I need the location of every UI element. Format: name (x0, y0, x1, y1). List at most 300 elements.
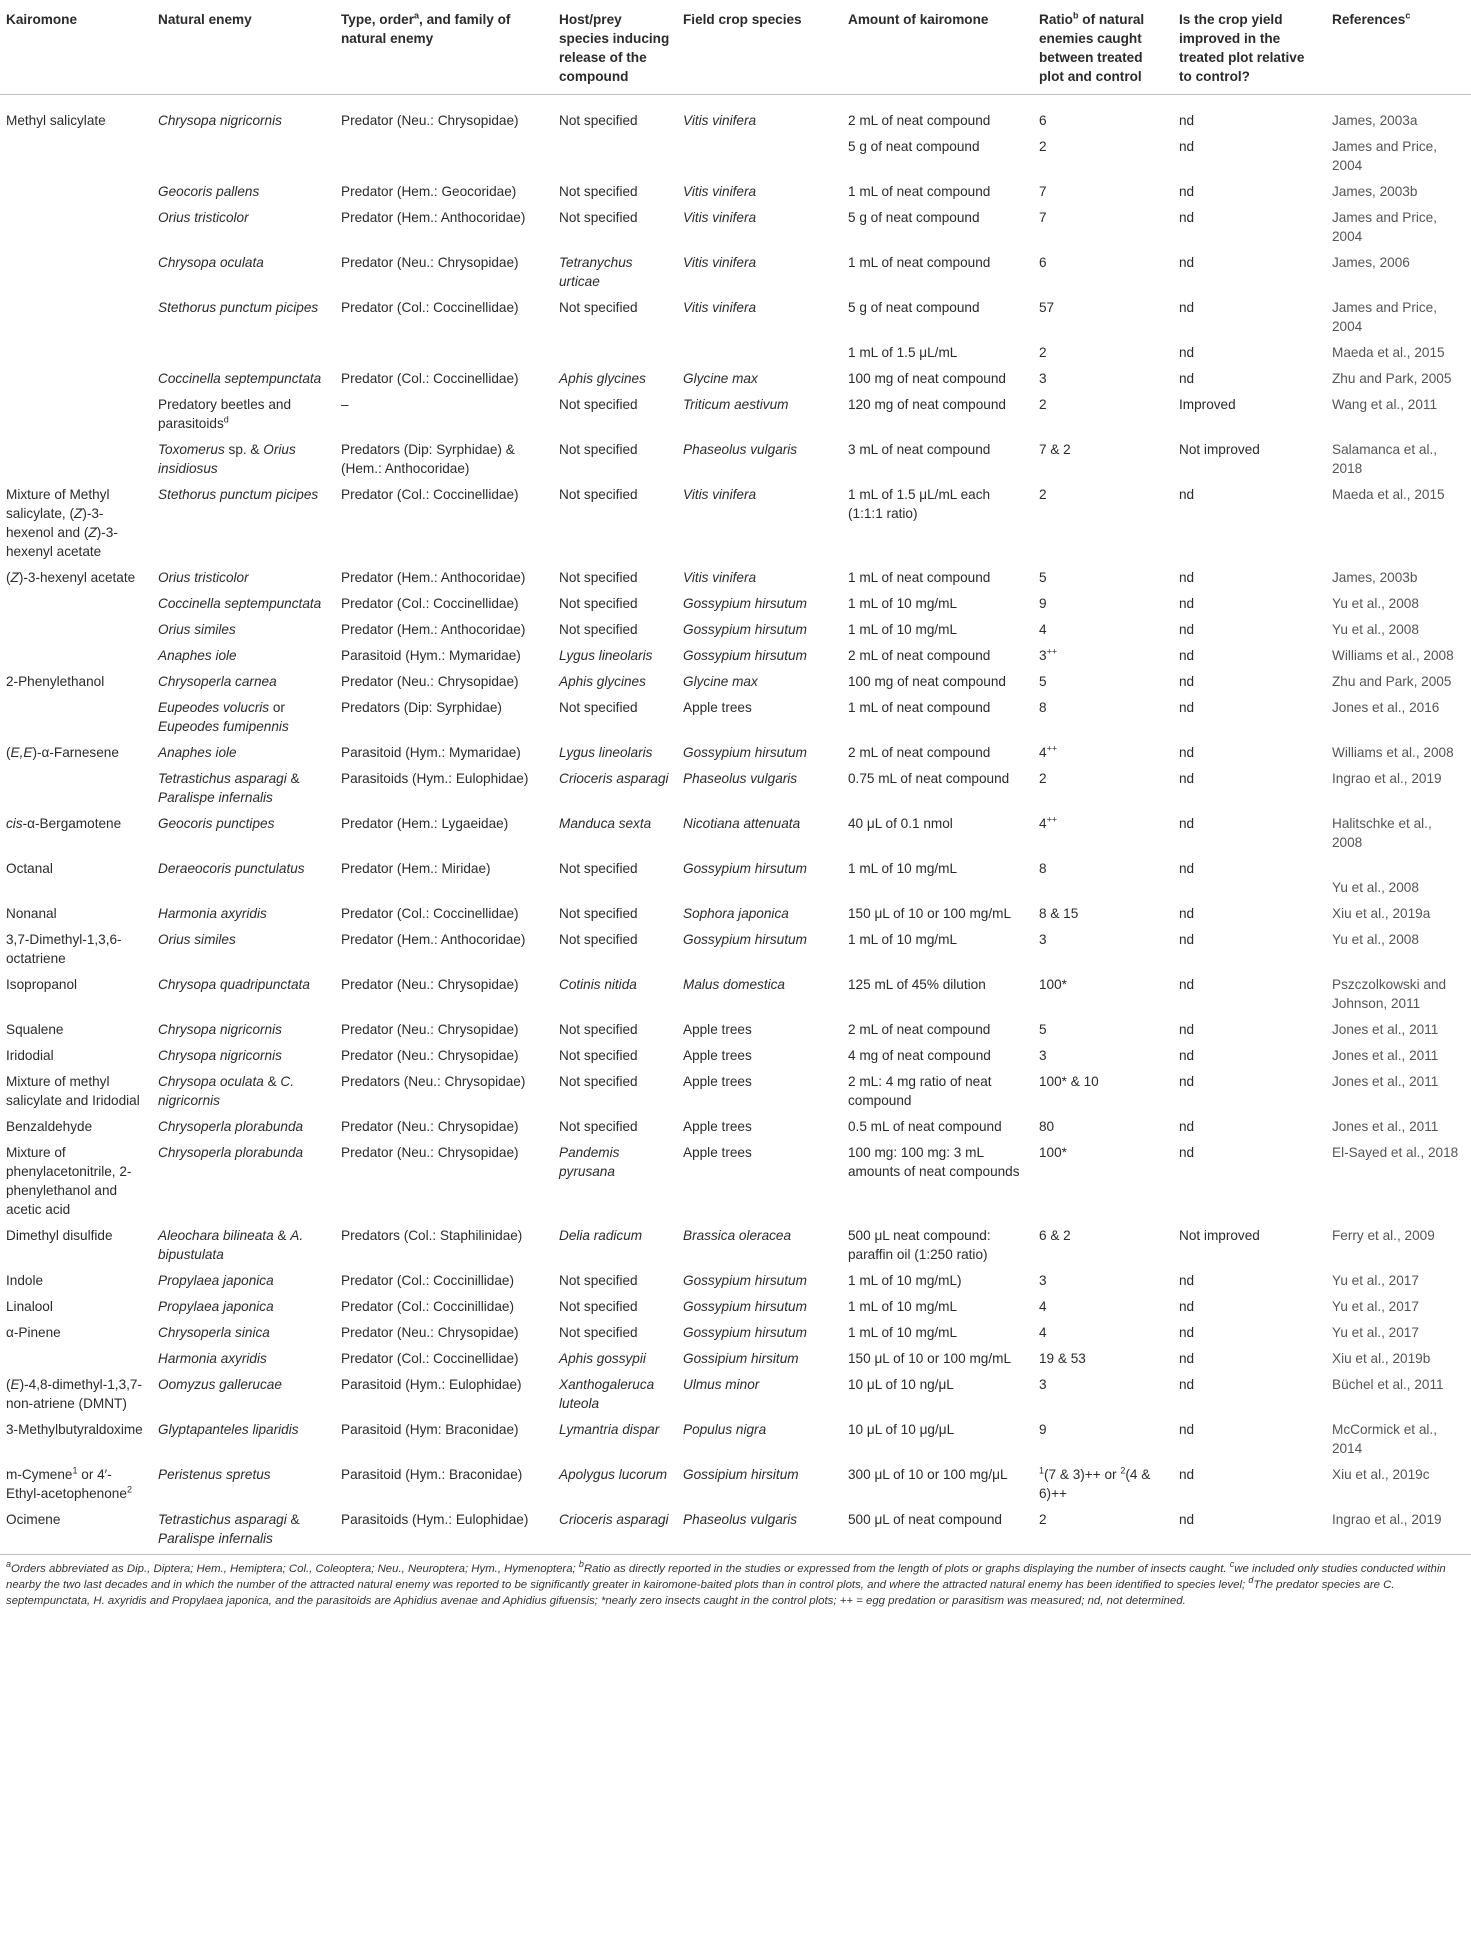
natural-enemy-cell (152, 338, 335, 364)
reference-cell: El-Sayed et al., 2018 (1332, 1145, 1459, 1160)
amount-cell: 1 mL of 10 mg/mL (848, 861, 958, 876)
crop-cell: Vitis vinifera (683, 210, 757, 225)
reference-cell: James, 2006 (1332, 255, 1410, 270)
yield-cell: nd (1179, 1299, 1195, 1314)
type-cell: Parasitoid (Hym.: Braconidae) (341, 1467, 523, 1482)
yield-cell: nd (1179, 255, 1195, 270)
host-cell: Not specified (559, 596, 638, 611)
crop-cell: Ulmus minor (683, 1377, 760, 1392)
reference-cell: James and Price, 2004 (1332, 300, 1438, 334)
crop-cell: Vitis vinifera (683, 184, 757, 199)
type-cell: Predator (Neu.: Chrysopidae) (341, 1048, 519, 1063)
kairomone-cell: Octanal (6, 861, 53, 876)
host-cell (553, 338, 677, 364)
header-row (0, 0, 1471, 95)
yield-cell: nd (1179, 674, 1195, 689)
natural-enemy-cell: Orius similes (158, 622, 236, 637)
yield-cell: nd (1179, 1145, 1195, 1160)
column-header: Amount of kairomone (842, 0, 1033, 95)
kairomone-cell: Mixture of Methyl salicylate, (Z)-3-hexenol and (Z)-3- hexenyl acetate (6, 487, 118, 559)
type-cell: Predator (Hem.: Anthocoridae) (341, 570, 526, 585)
host-cell: Cotinis nitida (559, 977, 637, 992)
yield-cell: nd (1179, 184, 1195, 199)
ratio-cell: 2 (1039, 397, 1047, 412)
ratio-cell: 6 & 2 (1039, 1228, 1071, 1243)
ratio-cell: 2 (1039, 139, 1047, 154)
type-cell: Predator (Col.: Coccinillidae) (341, 1273, 515, 1288)
crop-cell: Phaseolus vulgaris (683, 442, 798, 457)
crop-cell: Gossypium hirsutum (683, 622, 807, 637)
natural-enemy-cell: Chrysopa oculata (158, 255, 264, 270)
crop-cell: Apple trees (683, 1145, 752, 1160)
natural-enemy-cell: Coccinella septempunctata (158, 371, 322, 386)
yield-cell: nd (1179, 1022, 1195, 1037)
table-row (0, 1015, 1471, 1041)
type-cell: Predator (Col.: Coccinillidae) (341, 1299, 515, 1314)
yield-cell: nd (1179, 1325, 1195, 1340)
reference-cell: Williams et al., 2008 (1332, 745, 1454, 760)
natural-enemy-cell: Eupeodes volucris or Eupeodes fumipennis (158, 700, 289, 734)
reference-cell: James, 2003b (1332, 184, 1418, 199)
column-header: Field crop species (677, 0, 842, 95)
host-cell: Aphis glycines (559, 371, 646, 386)
table-row (0, 970, 1471, 1015)
ratio-cell: 4 (1039, 1325, 1047, 1340)
crop-cell: Brassica oleracea (683, 1228, 792, 1243)
reference-cell: Jones et al., 2011 (1332, 1048, 1439, 1063)
natural-enemy-cell: Harmonia axyridis (158, 1351, 267, 1366)
reference-cell: Yu et al., 2017 (1332, 1273, 1419, 1288)
ratio-cell: 4 (1039, 1299, 1047, 1314)
kairomone-cell (0, 641, 152, 667)
host-cell: Not specified (559, 1119, 638, 1134)
ratio-cell: 6 (1039, 113, 1047, 128)
type-cell: Predator (Neu.: Chrysopidae) (341, 255, 519, 270)
type-cell: Parasitoid (Hym.: Mymaridae) (341, 745, 521, 760)
crop-cell (677, 338, 842, 364)
ratio-cell: 2 (1033, 1505, 1173, 1555)
amount-cell: 2 mL of neat compound (848, 113, 991, 128)
yield-cell: nd (1179, 570, 1195, 585)
yield-cell: nd (1179, 300, 1195, 315)
crop-cell: Vitis vinifera (683, 570, 757, 585)
kairomone-cell (0, 693, 152, 738)
column-header: References$^c$ (1326, 0, 1471, 95)
amount-cell: 5 g of neat compound (848, 300, 980, 315)
ratio-cell: 4 (1039, 622, 1047, 637)
table-row (0, 1460, 1471, 1505)
table-row (0, 1415, 1471, 1460)
natural-enemy-cell: Peristenus spretus (158, 1467, 271, 1482)
reference-cell: Yu et al., 2008 (1332, 880, 1419, 895)
ratio-cell: $^1$(7 & 3)++ or $^2$(4 & 6)++ (1039, 1465, 1151, 1501)
table-footnote: $^a$Orders abbreviated as Dip., Diptera; Hem., Hemiptera; Col., Coleoptera; Neu., Neuroptera; Hym., Hymenoptera; $^b$Ratio as directly reported in the studies or expressed from the length of plots or graphs displaying the number of insects caught. $^c$we included only studies conducted within nearby the two last decades and in which the number of the attracted natural enemy was reported to be significantly greater in kairomone-baited plots than in control plots, and where the attracted natural enemy has been identified to species level; $^d$The predator species are C. septempunctata, H. axyridis and Propylaea japonica, and the parasitoids are Aphidius avenae and Aphidius gifuensis; *nearly zero insects caught in the control plots; ++ = egg predation or parasitism was measured; nd, not determined. (6, 1559, 1446, 1607)
type-cell: Parasitoid (Hym.: Eulophidae) (341, 1377, 522, 1392)
reference-cell: James and Price, 2004 (1332, 210, 1438, 244)
host-cell: Not specified (559, 1273, 638, 1288)
reference-cell: Ingrao et al., 2019 (1326, 1505, 1471, 1555)
amount-cell: 3 mL of neat compound (848, 442, 991, 457)
host-cell: Lygus lineolaris (559, 745, 653, 760)
natural-enemy-cell: Oomyzus gallerucae (158, 1377, 282, 1392)
crop-cell: Apple trees (683, 1119, 752, 1134)
table-row (0, 1505, 1471, 1555)
reference-cell: Jones et al., 2011 (1332, 1119, 1439, 1134)
yield-cell: nd (1179, 1074, 1195, 1089)
host-cell: Aphis gossypii (559, 1351, 646, 1366)
ratio-cell: 9 (1039, 596, 1047, 611)
kairomone-cell (0, 764, 152, 809)
type-cell: Predator (Neu.: Chrysopidae) (341, 1325, 519, 1340)
reference-cell: McCormick et al., 2014 (1332, 1422, 1437, 1456)
ratio-cell: 3 (1039, 1273, 1047, 1288)
amount-cell: 5 g of neat compound (848, 210, 980, 225)
type-cell: Predators (Dip: Syrphidae) & (Hem.: Anthocoridae) (341, 442, 515, 476)
reference-cell: Wang et al., 2011 (1332, 397, 1438, 412)
crop-cell: Phaseolus vulgaris (677, 1505, 842, 1555)
natural-enemy-cell: Stethorus punctum picipes (158, 300, 319, 315)
crop-cell: Glycine max (683, 371, 758, 386)
host-cell: Lymantria dispar (559, 1422, 660, 1437)
kairomone-cell: Nonanal (6, 906, 57, 921)
natural-enemy-cell: Deraeocoris punctulatus (158, 861, 305, 876)
type-cell: Predator (Col.: Coccinellidae) (341, 596, 519, 611)
kairomone-cell: Iridodial (6, 1048, 54, 1063)
type-cell: Predator (Neu.: Chrysopidae) (341, 977, 519, 992)
type-cell: Parasitoid (Hym.: Mymaridae) (341, 648, 521, 663)
natural-enemy-cell: Chrysoperla sinica (158, 1325, 270, 1340)
table-row (0, 589, 1471, 615)
type-cell: Predator (Hem.: Lygaeidae) (341, 816, 509, 831)
host-cell: Crioceris asparagi (553, 1505, 677, 1555)
natural-enemy-cell: Chrysopa oculata & C. nigricornis (158, 1074, 295, 1108)
table-row (0, 390, 1471, 435)
yield-cell: nd (1179, 932, 1195, 947)
natural-enemy-cell: Chrysopa quadripunctata (158, 977, 310, 992)
ratio-cell: 3 (1039, 371, 1047, 386)
table-row (0, 615, 1471, 641)
yield-cell: nd (1179, 1351, 1195, 1366)
crop-cell: Gossypium hirsutum (683, 932, 807, 947)
kairomone-cell: (Z)-3-hexenyl acetate (6, 570, 136, 585)
reference-cell: James and Price, 2004 (1332, 139, 1438, 173)
reference-cell: Yu et al., 2008 (1332, 622, 1419, 637)
type-cell: Predator (Hem.: Anthocoridae) (341, 210, 526, 225)
natural-enemy-cell: Chrysopa nigricornis (158, 1022, 282, 1037)
reference-cell: James, 2003a (1332, 113, 1418, 128)
kairomone-cell (0, 390, 152, 435)
host-cell (553, 132, 677, 177)
host-cell: Not specified (559, 300, 638, 315)
table-row (0, 364, 1471, 390)
kairomone-cell: 3-Methylbutyraldoxime (6, 1422, 143, 1437)
table-row (0, 1221, 1471, 1266)
crop-cell: Apple trees (683, 1074, 752, 1089)
type-cell: Predator (Hem.: Miridae) (341, 861, 491, 876)
amount-cell: 100 mg of neat compound (848, 674, 1006, 689)
column-header: Type, order$^a$, and family of natural enemy (335, 0, 553, 95)
yield-cell: nd (1179, 113, 1195, 128)
amount-cell: 1 mL of 10 mg/mL (848, 932, 958, 947)
natural-enemy-cell: Stethorus punctum picipes (158, 487, 319, 502)
kairomone-cell: Methyl salicylate (6, 113, 106, 128)
amount-cell: 10 μL of 10 μg/μL (848, 1422, 955, 1437)
yield-cell: nd (1173, 1505, 1326, 1555)
yield-cell: nd (1179, 745, 1195, 760)
table-row (0, 764, 1471, 809)
natural-enemy-cell: Coccinella septempunctata (158, 596, 322, 611)
table-row (0, 1344, 1471, 1370)
table-row (0, 809, 1471, 854)
yield-cell: nd (1179, 771, 1195, 786)
crop-cell: Gossypium hirsutum (683, 596, 807, 611)
table-row (0, 177, 1471, 203)
ratio-cell: 5 (1039, 674, 1047, 689)
table-row (0, 899, 1471, 925)
host-cell: Not specified (559, 906, 638, 921)
ratio-cell: 7 & 2 (1039, 442, 1071, 457)
yield-cell: nd (1179, 1422, 1195, 1437)
column-header: Ratio$^b$ of natural enemies caught between treated plot and control (1033, 0, 1173, 95)
kairomone-cell: Mixture of phenylacetonitrile, 2-phenylethanol and acetic acid (6, 1145, 132, 1217)
yield-cell: nd (1179, 139, 1195, 154)
natural-enemy-cell: Chrysoperla carnea (158, 674, 277, 689)
reference-cell: Jones et al., 2011 (1332, 1074, 1439, 1089)
amount-cell: 1 mL of 1.5 μL/mL each (1:1:1 ratio) (848, 487, 991, 521)
reference-cell: Yu et al., 2017 (1332, 1299, 1419, 1314)
type-cell: Parasitoids (Hym.: Eulophidae) (341, 771, 529, 786)
natural-enemy-cell: Orius similes (158, 932, 236, 947)
host-cell: Not specified (559, 1299, 638, 1314)
host-cell: Xanthogaleruca luteola (559, 1377, 655, 1411)
crop-cell: Apple trees (683, 1048, 752, 1063)
amount-cell: 1 mL of 1.5 μL/mL (848, 345, 958, 360)
natural-enemy-cell: Geocoris pallens (158, 184, 260, 199)
natural-enemy-cell: Aleochara bilineata & A. bipustulata (158, 1228, 304, 1262)
type-cell: Parasitoid (Hym: Braconidae) (341, 1422, 519, 1437)
table-row (0, 1370, 1471, 1415)
amount-cell: 1 mL of neat compound (848, 255, 991, 270)
reference-cell: Jones et al., 2011 (1332, 1022, 1439, 1037)
type-cell: – (341, 397, 349, 412)
crop-cell: Glycine max (683, 674, 758, 689)
table-row (0, 1112, 1471, 1138)
amount-cell: 1 mL of 10 mg/mL (848, 622, 958, 637)
table-row (0, 693, 1471, 738)
natural-enemy-cell (152, 132, 335, 177)
kairomone-cell: Squalene (6, 1022, 64, 1037)
host-cell: Not specified (559, 861, 638, 876)
crop-cell: Nicotiana attenuata (683, 816, 801, 831)
natural-enemy-cell: Harmonia axyridis (158, 906, 267, 921)
crop-cell: Gossypium hirsutum (683, 1273, 807, 1288)
kairomone-cell: α-Pinene (6, 1325, 61, 1340)
kairomone-cell (0, 293, 152, 338)
crop-cell: Apple trees (683, 1022, 752, 1037)
natural-enemy-cell: Orius tristicolor (158, 210, 249, 225)
type-cell: Predator (Col.: Coccinellidae) (341, 371, 519, 386)
kairomone-cell: (E)-4,8-dimethyl-1,3,7-non-atriene (DMNT) (6, 1377, 142, 1411)
ratio-cell: 100* & 10 (1039, 1074, 1099, 1089)
kairomone-cell: 3,7-Dimethyl-1,3,6-octatriene (6, 932, 122, 966)
reference-cell: James, 2003b (1332, 570, 1418, 585)
type-cell: Predator (Neu.: Chrysopidae) (341, 1022, 519, 1037)
reference-cell: Maeda et al., 2015 (1332, 487, 1445, 502)
amount-cell: 300 μL of 10 or 100 mg/μL (848, 1467, 1008, 1482)
reference-cell: Maeda et al., 2015 (1332, 345, 1445, 360)
kairomone-cell (0, 364, 152, 390)
crop-cell: Gossypium hirsutum (683, 648, 807, 663)
natural-enemy-cell: Chrysoperla plorabunda (158, 1119, 304, 1134)
kairomone-cell (0, 132, 152, 177)
amount-cell: 2 mL: 4 mg ratio of neat compound (848, 1074, 992, 1108)
natural-enemy-cell: Orius tristicolor (158, 570, 249, 585)
kairomone-cell: Mixture of methyl salicylate and Iridodial (6, 1074, 140, 1108)
ratio-cell: 57 (1039, 300, 1055, 315)
amount-cell: 1 mL of neat compound (848, 184, 991, 199)
kairomone-cell: Ocimene (0, 1505, 152, 1555)
reference-cell: Xiu et al., 2019b (1332, 1351, 1431, 1366)
ratio-cell: 9 (1039, 1422, 1047, 1437)
amount-cell: 1 mL of neat compound (848, 700, 991, 715)
kairomone-cell: 2-Phenylethanol (6, 674, 105, 689)
amount-cell: 2 mL of neat compound (848, 1022, 991, 1037)
ratio-cell: 4++ (1039, 814, 1058, 831)
table-row (0, 1138, 1471, 1221)
amount-cell: 1 mL of 10 mg/mL (848, 1325, 958, 1340)
table-row (0, 1041, 1471, 1067)
yield-cell: nd (1179, 700, 1195, 715)
type-cell: Predators (Dip: Syrphidae) (341, 700, 502, 715)
table-body (0, 95, 1471, 1555)
natural-enemy-cell: Propylaea japonica (158, 1273, 274, 1288)
kairomone-cell: Linalool (6, 1299, 53, 1314)
type-cell: Predator (Col.: Coccinellidae) (341, 906, 519, 921)
natural-enemy-cell: Anaphes iole (158, 648, 237, 663)
amount-cell: 0.75 mL of neat compound (848, 771, 1010, 786)
host-cell: Not specified (559, 1048, 638, 1063)
amount-cell: 4 mg of neat compound (848, 1048, 991, 1063)
yield-cell: nd (1179, 1467, 1195, 1482)
yield-cell: nd (1179, 596, 1195, 611)
type-cell: Predator (Neu.: Chrysopidae) (341, 1119, 519, 1134)
reference-cell: Yu et al., 2017 (1332, 1325, 1419, 1340)
ratio-cell: 2 (1039, 771, 1047, 786)
amount-cell: 120 mg of neat compound (848, 397, 1006, 412)
amount-cell: 100 mg: 100 mg: 3 mL amounts of neat compounds (848, 1145, 1020, 1179)
kairomone-cell (0, 1344, 152, 1370)
kairomone-cell (0, 615, 152, 641)
ratio-cell: 100* (1039, 977, 1067, 992)
reference-cell: Xiu et al., 2019a (1332, 906, 1431, 921)
kairomone-cell: Indole (6, 1273, 44, 1288)
column-header: Host/prey species inducing release of the compound (553, 0, 677, 95)
amount-cell: 500 μL of neat compound (842, 1505, 1033, 1555)
amount-cell: 2 mL of neat compound (848, 648, 991, 663)
natural-enemy-cell: Toxomerus sp. & Orius insidiosus (158, 442, 296, 476)
ratio-cell: 6 (1039, 255, 1047, 270)
type-cell: Predators (Neu.: Chrysopidae) (341, 1074, 526, 1089)
natural-enemy-cell: Tetrastichus asparagi & Paralispe infernalis (158, 771, 300, 805)
kairomone-cell (0, 248, 152, 293)
ratio-cell: 2 (1039, 487, 1047, 502)
amount-cell: 100 mg of neat compound (848, 371, 1006, 386)
yield-cell: nd (1179, 210, 1195, 225)
crop-cell: Gossipium hirsitum (683, 1467, 799, 1482)
yield-cell: nd (1179, 648, 1195, 663)
amount-cell: 1 mL of 10 mg/mL (848, 1299, 958, 1314)
type-cell: Predator (Col.: Coccinellidae) (341, 1351, 519, 1366)
reference-cell: Yu et al., 2008 (1332, 596, 1419, 611)
host-cell: Not specified (559, 1325, 638, 1340)
host-cell: Not specified (559, 487, 638, 502)
type-cell: Predator (Hem.: Anthocoridae) (341, 932, 526, 947)
crop-cell: Vitis vinifera (683, 487, 757, 502)
ratio-cell: 3 (1039, 932, 1047, 947)
crop-cell (677, 132, 842, 177)
kairomone-cell (0, 338, 152, 364)
natural-enemy-cell: Chrysopa nigricornis (158, 113, 282, 128)
host-cell: Not specified (559, 184, 638, 199)
yield-cell: nd (1179, 861, 1195, 876)
table-row (0, 338, 1471, 364)
reference-cell: Xiu et al., 2019c (1332, 1467, 1430, 1482)
type-cell (335, 132, 553, 177)
table-row (0, 132, 1471, 177)
crop-cell: Gossypium hirsutum (683, 1299, 807, 1314)
host-cell: Not specified (559, 570, 638, 585)
host-cell: Not specified (559, 210, 638, 225)
natural-enemy-cell: Chrysopa nigricornis (158, 1048, 282, 1063)
amount-cell: 0.5 mL of neat compound (848, 1119, 1002, 1134)
crop-cell: Phaseolus vulgaris (683, 771, 798, 786)
yield-cell: nd (1179, 622, 1195, 637)
amount-cell: 1 mL of neat compound (848, 570, 991, 585)
yield-cell: nd (1179, 816, 1195, 831)
table-row (0, 293, 1471, 338)
crop-cell: Vitis vinifera (683, 113, 757, 128)
ratio-cell: 4++ (1039, 743, 1058, 760)
yield-cell: nd (1179, 977, 1195, 992)
ratio-cell: 8 (1039, 861, 1047, 876)
host-cell: Not specified (559, 442, 638, 457)
reference-cell: Zhu and Park, 2005 (1332, 371, 1452, 386)
host-cell: Pandemis pyrusana (559, 1145, 620, 1179)
kairomone-cell: Dimethyl disulfide (6, 1228, 113, 1243)
reference-cell: Ingrao et al., 2019 (1332, 771, 1442, 786)
ratio-cell: 5 (1039, 570, 1047, 585)
yield-cell: nd (1179, 345, 1195, 360)
crop-cell: Gossipium hirsitum (683, 1351, 799, 1366)
yield-cell: nd (1179, 906, 1195, 921)
crop-cell: Malus domestica (683, 977, 785, 992)
reference-cell: Williams et al., 2008 (1332, 648, 1454, 663)
kairomone-cell: m-Cymene$^1$ or 4′-Ethyl-acetophenone$^2$ (6, 1465, 132, 1501)
table-row (0, 854, 1471, 899)
ratio-cell: 7 (1039, 210, 1047, 225)
reference-cell: Ferry et al., 2009 (1332, 1228, 1435, 1243)
amount-cell: 2 mL of neat compound (848, 745, 991, 760)
yield-cell: nd (1179, 487, 1195, 502)
type-cell: Parasitoids (Hym.: Eulophidae) (335, 1505, 553, 1555)
kairomone-cell (0, 203, 152, 248)
yield-cell: nd (1179, 1048, 1195, 1063)
type-cell (335, 338, 553, 364)
kairomone-cell: Isopropanol (6, 977, 78, 992)
kairomone-cell: cis-α-Bergamotene (6, 816, 122, 831)
column-header: Natural enemy (152, 0, 335, 95)
type-cell: Predator (Neu.: Chrysopidae) (341, 113, 519, 128)
